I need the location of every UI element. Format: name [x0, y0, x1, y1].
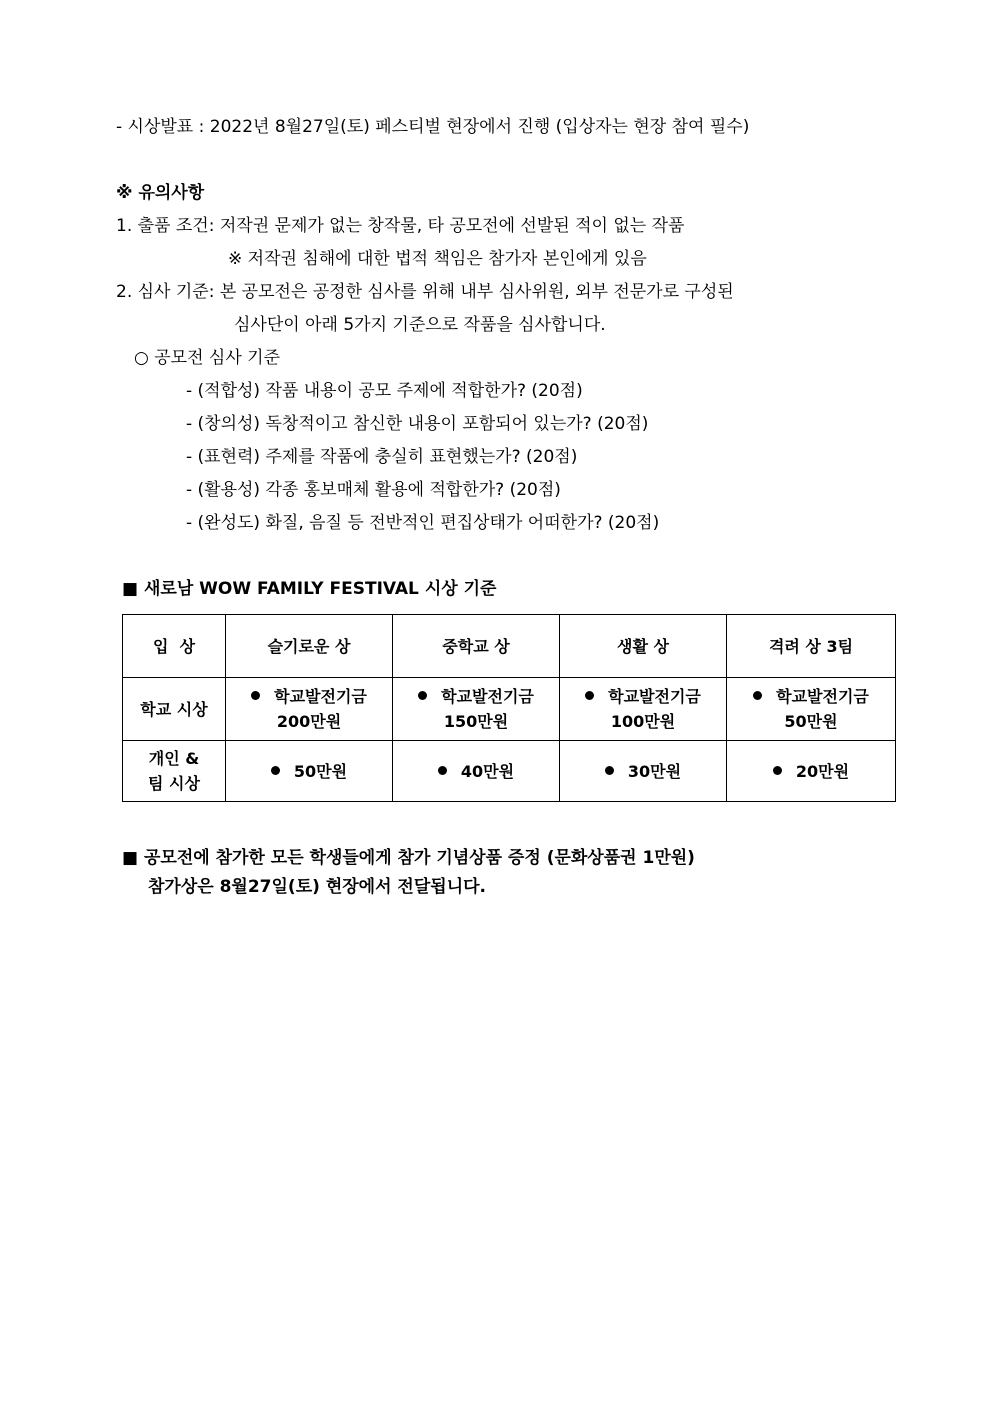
notes-item-2-line-2: 심사단이 아래 5가지 기준으로 작품을 심사합니다.	[234, 315, 606, 335]
header-cell-life-award: 생활 상	[560, 615, 727, 678]
awards-table	[122, 614, 896, 802]
team-award-label: 개인 & 팀 시상	[123, 741, 226, 802]
notes-item-1: 1. 출품 조건: 저작권 문제가 없는 창작물, 타 공모전에 선발된 적이 없는 작품	[116, 216, 685, 236]
criteria-item: - (적합성) 작품 내용이 공모 주제에 적합한가? (20점)	[186, 381, 583, 401]
header-cell-encouragement-award: 격려 상 3팀	[727, 615, 896, 678]
team-award-cell: 30만원	[560, 741, 727, 802]
awards-title: ■ 새로남 WOW FAMILY FESTIVAL 시상 기준	[122, 579, 497, 599]
awards-header-row	[123, 615, 896, 678]
bullet-icon	[585, 691, 594, 700]
gift-line-1: ■ 공모전에 참가한 모든 학생들에게 참가 기념상품 증정 (문화상품권 1만원)	[122, 848, 695, 868]
header-cell-wise-award: 슬기로운 상	[226, 615, 393, 678]
school-award-cell: 학교발전기금 200만원	[226, 678, 393, 741]
bullet-icon	[438, 766, 447, 775]
notes-item-2-line-1: 2. 심사 기준: 본 공모전은 공정한 심사를 위해 내부 심사위원, 외부 전문가로 구성된	[116, 282, 734, 302]
awards-team-row	[123, 741, 896, 802]
criteria-item: - (활용성) 각종 홍보매체 활용에 적합한가? (20점)	[186, 480, 561, 500]
notes-item-1-note: ※ 저작권 침해에 대한 법적 책임은 참가자 본인에게 있음	[228, 249, 647, 269]
team-award-cell: 50만원	[226, 741, 393, 802]
bullet-icon	[418, 691, 427, 700]
team-award-cell: 20만원	[727, 741, 896, 802]
awards-school-row	[123, 678, 896, 741]
header-cell-award: 입 상	[123, 615, 226, 678]
criteria-item: - (창의성) 독창적이고 참신한 내용이 포함되어 있는가? (20점)	[186, 414, 649, 434]
gift-line-2: 참가상은 8월27일(토) 현장에서 전달됩니다.	[148, 877, 486, 897]
school-award-label: 학교 시상	[123, 678, 226, 741]
bullet-icon	[773, 766, 782, 775]
bullet-icon	[753, 691, 762, 700]
school-award-cell: 학교발전기금 100만원	[560, 678, 727, 741]
bullet-icon	[251, 691, 260, 700]
school-award-cell: 학교발전기금 50만원	[727, 678, 896, 741]
criteria-title: ○ 공모전 심사 기준	[134, 348, 280, 368]
bullet-icon	[271, 766, 280, 775]
bullet-icon	[605, 766, 614, 775]
header-cell-middle-school-award: 중학교 상	[393, 615, 560, 678]
criteria-item: - (완성도) 화질, 음질 등 전반적인 편집상태가 어떠한가? (20점)	[186, 513, 660, 533]
announcement-text: - 시상발표 : 2022년 8월27일(토) 페스티벌 현장에서 진행 (입상자는 현장 참여 필수)	[116, 117, 750, 137]
notes-title: ※ 유의사항	[116, 183, 205, 203]
team-award-cell: 40만원	[393, 741, 560, 802]
criteria-item: - (표현력) 주제를 작품에 충실히 표현했는가? (20점)	[186, 447, 578, 467]
school-award-cell: 학교발전기금 150만원	[393, 678, 560, 741]
